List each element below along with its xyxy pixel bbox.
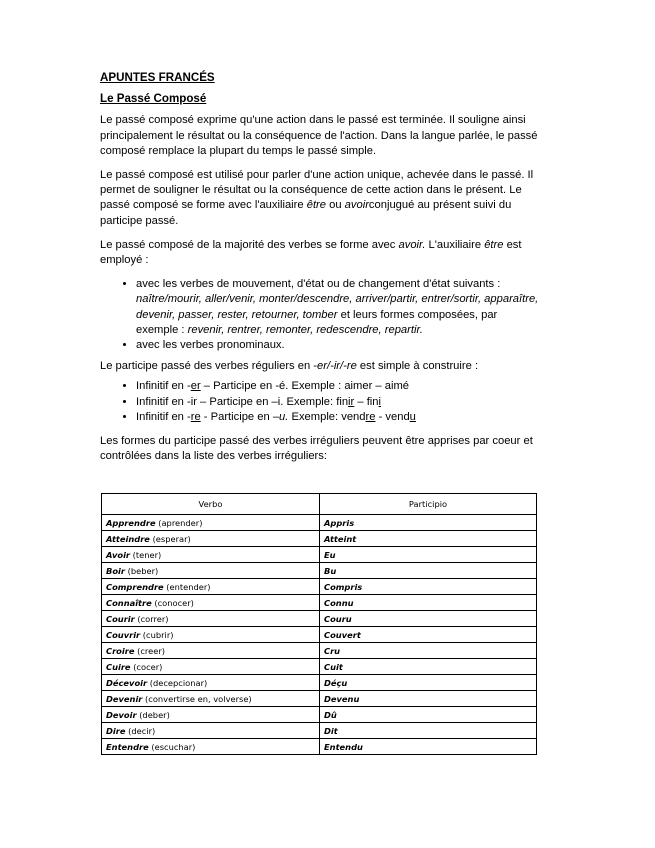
participle-value: Compris — [324, 581, 363, 592]
verb-cell — [102, 627, 320, 643]
column-header-participio: Participio — [320, 494, 537, 515]
participle-value: Cuit — [324, 661, 343, 672]
list-item: • Infinitif en -re - Participe en –u. Exemple: vendre - vendu — [136, 410, 540, 425]
paragraph-5: Les formes du participe passé des verbes irréguliers peuvent être apprises par coeur et contrôlées dans la liste des verbes irréguliers: — [100, 435, 533, 463]
verb-cell — [102, 579, 320, 595]
table-row — [102, 611, 537, 627]
participle-value: Couvert — [324, 629, 361, 640]
verb-infinitive: Croire — [106, 645, 135, 656]
participle-cell — [320, 531, 537, 547]
verb-cell — [102, 659, 320, 675]
verb-cell — [102, 563, 320, 579]
verb-translation: (escuchar) — [148, 741, 196, 752]
table-row — [102, 643, 537, 659]
participle-cell — [320, 547, 537, 563]
verb-infinitive: Cuire — [106, 661, 131, 672]
table-body — [102, 515, 537, 755]
participle-value: Appris — [324, 517, 355, 528]
participle-cell — [320, 707, 537, 723]
section-heading: Le Passé Composé — [100, 92, 207, 106]
table-row — [102, 675, 537, 691]
verb-cell — [102, 643, 320, 659]
verb-cell — [102, 707, 320, 723]
verb-infinitive: Comprendre — [106, 581, 164, 592]
verb-translation: (cubrir) — [140, 629, 174, 640]
verb-infinitive: Apprendre — [106, 517, 156, 528]
participle-value: Eu — [324, 549, 336, 560]
verb-infinitive: Courir — [106, 613, 135, 624]
verb-translation: (esperar) — [149, 533, 191, 544]
verb-translation: (decepcionar) — [147, 677, 208, 688]
auxiliary-etre-list — [100, 277, 540, 353]
table-row — [102, 707, 537, 723]
verb-cell — [102, 739, 320, 755]
verb-translation: (deber) — [136, 709, 170, 720]
list-item: • Infinitif en -er – Participe en -é. Exemple : aimer – aimé — [136, 379, 540, 394]
verb-translation: (convertirse en, volverse) — [142, 693, 252, 704]
document-page — [100, 70, 540, 473]
table-row — [102, 515, 537, 531]
participle-value: Cru — [324, 645, 341, 656]
column-header-verbo: Verbo — [102, 494, 320, 515]
table-row — [102, 579, 537, 595]
verb-infinitive: Boir — [106, 565, 125, 576]
verb-infinitive: Entendre — [106, 741, 149, 752]
verb-infinitive: Couvrir — [106, 629, 141, 640]
verb-infinitive: Devenir — [106, 693, 143, 704]
list-item: • Infinitif en -ir – Participe en –i. Exemple: finir – fini — [136, 395, 540, 410]
participle-value: Entendu — [324, 741, 363, 752]
participle-cell — [320, 739, 537, 755]
verb-infinitive: Atteindre — [106, 533, 150, 544]
participle-cell — [320, 563, 537, 579]
verb-cell — [102, 515, 320, 531]
participle-value: Devenu — [324, 693, 360, 704]
verb-translation: (tener) — [130, 549, 162, 560]
verb-cell — [102, 675, 320, 691]
table-row — [102, 563, 537, 579]
participle-cell — [320, 611, 537, 627]
verb-cell — [102, 611, 320, 627]
participle-value: Déçu — [324, 677, 348, 688]
participle-cell — [320, 659, 537, 675]
verb-translation: (conocer) — [151, 597, 194, 608]
paragraph-4: Le participe passé des verbes réguliers en -er/-ir/-re est simple à construire : — [100, 360, 479, 373]
list-item: • avec les verbes de mouvement, d'état ou de changement d'état suivants : naître/mourir, aller/venir, monter/descendre, arriver/partir, entrer/sortir, apparaître, devenir, passer, rester, retourner, tomber et leurs formes composées, par exemple : revenir, rentrer, remonter, redescendre, repartir. — [136, 277, 540, 338]
participle-value: Dit — [324, 725, 338, 736]
participle-cell — [320, 595, 537, 611]
verb-translation: (decir) — [125, 725, 156, 736]
verb-infinitive: Devoir — [106, 709, 137, 720]
verb-translation: (cocer) — [130, 661, 163, 672]
verb-infinitive: Décevoir — [106, 677, 148, 688]
paragraph-3: Le passé composé de la majorité des verbes se forme avec avoir. L'auxiliaire être est employé : — [100, 238, 522, 267]
table-row — [102, 547, 537, 563]
verb-translation: (creer) — [134, 645, 165, 656]
participle-cell — [320, 579, 537, 595]
verb-cell — [102, 531, 320, 547]
paragraph-2: Le passé composé est utilisé pour parler d'une action unique, achevée dans le passé. Il permet de souligner le résultat ou la conséquence de cette action dans le présent. Le passé composé se forme avec l'auxiliaire être ou avoirconjugué au présent suivi du participe passé. — [100, 169, 534, 227]
participle-cell — [320, 675, 537, 691]
participle-value: Atteint — [324, 533, 357, 544]
participle-value: Connu — [324, 597, 354, 608]
table-row — [102, 659, 537, 675]
participle-cell — [320, 627, 537, 643]
irregular-verbs-table — [101, 493, 537, 755]
table-header-row — [102, 494, 537, 515]
list-item: • avec les verbes pronominaux. — [136, 338, 540, 353]
table-row — [102, 595, 537, 611]
verb-translation: (correr) — [134, 613, 169, 624]
participle-value: Dû — [324, 709, 337, 720]
document-title: APUNTES FRANCÉS — [100, 71, 215, 84]
verb-translation: (aprender) — [155, 517, 203, 528]
verb-infinitive: Avoir — [106, 549, 131, 560]
participle-cell — [320, 643, 537, 659]
verb-translation: (entender) — [163, 581, 211, 592]
verb-cell — [102, 691, 320, 707]
table-row — [102, 739, 537, 755]
participle-value: Couru — [324, 613, 352, 624]
verb-cell — [102, 723, 320, 739]
table-row — [102, 531, 537, 547]
participle-cell — [320, 691, 537, 707]
table-row — [102, 691, 537, 707]
regular-participle-list — [100, 379, 540, 425]
participle-cell — [320, 515, 537, 531]
table-row — [102, 723, 537, 739]
verb-infinitive: Connaître — [106, 597, 152, 608]
participle-value: Bu — [324, 565, 337, 576]
table-row — [102, 627, 537, 643]
verb-infinitive: Dire — [106, 725, 126, 736]
verb-translation: (beber) — [124, 565, 159, 576]
verb-cell — [102, 595, 320, 611]
participle-cell — [320, 723, 537, 739]
verb-cell — [102, 547, 320, 563]
paragraph-1: Le passé composé exprime qu'une action dans le passé est terminée. Il souligne ainsi principalement le résultat ou la conséquence de l'action. Dans la langue parlée, le passé composé remplace la plupart du temps le passé simple. — [100, 114, 538, 157]
